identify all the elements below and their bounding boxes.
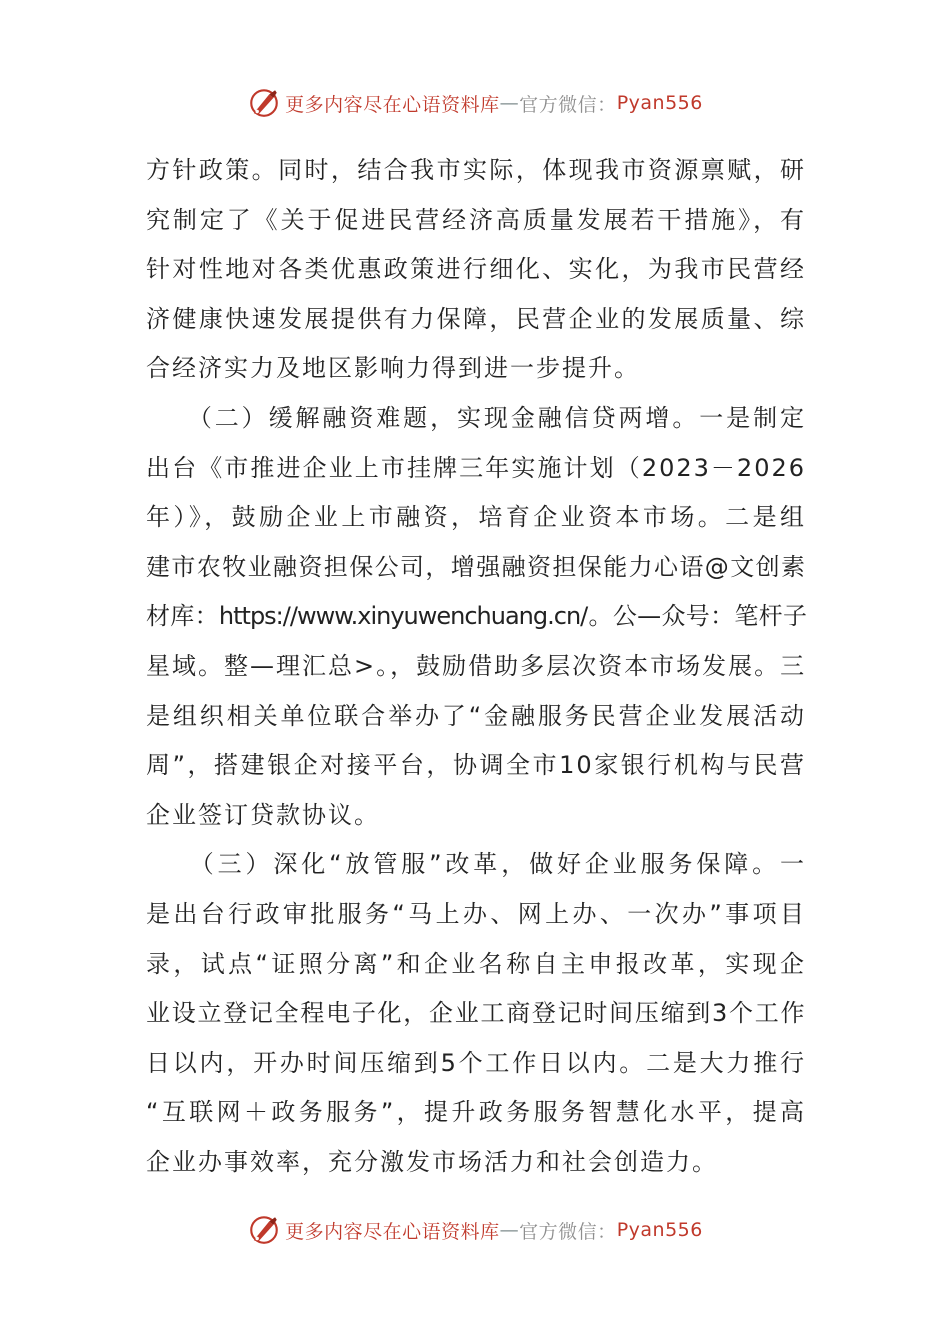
header-watermark-banner (0, 83, 950, 123)
text-line: 日以内，开办时间压缩到5个工作日以内。二是大力推行 (146, 1048, 806, 1077)
banner-separator: — (499, 1219, 520, 1241)
text-line: 建市农牧业融资担保公司，增强融资担保能力心语@文创素 (146, 552, 806, 581)
text-line: 年）》，鼓励企业上市融资，培育企业资本市场。二是组 (146, 503, 806, 532)
document-body (146, 146, 806, 1187)
text-line: 业设立登记全程电子化，企业工商登记时间压缩到3个工作 (146, 999, 806, 1028)
pen-nib-logo-icon (247, 86, 281, 120)
text-line: 究制定了《关于促进民营经济高质量发展若干措施》，有 (146, 205, 806, 234)
pen-nib-logo-icon (247, 1213, 281, 1247)
text-line: 材库：https://www.xinyuwenchuang.cn/。公—众号：笔杆子 (146, 602, 806, 631)
text-line: （三）深化“放管服”改革，做好企业服务保障。一 (146, 850, 806, 879)
text-line: “互联网＋政务服务”，提升政务服务智慧化水平，提高 (146, 1098, 806, 1127)
banner-separator: — (499, 92, 520, 114)
banner-wechat-id: Pyan556 (616, 92, 703, 114)
text-line: 是组织相关单位联合举办了“金融服务民营企业发展活动 (146, 701, 806, 730)
text-line: 出台《市推进企业上市挂牌三年实施计划（2023－2026 (146, 453, 806, 482)
text-line: 济健康快速发展提供有力保障，民营企业的发展质量、综 (146, 304, 806, 333)
text-line: 企业签订贷款协议。 (146, 800, 380, 829)
text-line: 合经济实力及地区影响力得到进一步提升。 (146, 354, 640, 383)
banner-prefix: 更多内容尽在心语资料库 (285, 93, 500, 116)
text-line: 录，试点“证照分离”和企业名称自主申报改革，实现企 (146, 949, 806, 978)
text-line: 方针政策。同时，结合我市实际，体现我市资源禀赋，研 (146, 156, 806, 184)
footer-watermark-banner (0, 1210, 950, 1250)
banner-wechat-id: Pyan556 (616, 1219, 703, 1241)
text-line: （二）缓解融资难题，实现金融信贷两增。一是制定 (146, 403, 806, 432)
banner-suffix-label: 官方微信： (519, 1220, 617, 1243)
text-line: 星域。整—理汇总>。，鼓励借助多层次资本市场发展。三 (146, 651, 807, 680)
text-line: 企业办事效率，充分激发市场活力和社会创造力。 (146, 1147, 718, 1176)
banner-prefix: 更多内容尽在心语资料库 (285, 1220, 500, 1243)
text-line: 周”，搭建银企对接平台，协调全市10家银行机构与民营 (146, 751, 806, 780)
text-line: 针对性地对各类优惠政策进行细化、实化，为我市民营经 (146, 255, 806, 284)
banner-suffix-label: 官方微信： (519, 93, 617, 116)
text-line: 是出台行政审批服务“马上办、网上办、一次办”事项目 (146, 899, 806, 928)
